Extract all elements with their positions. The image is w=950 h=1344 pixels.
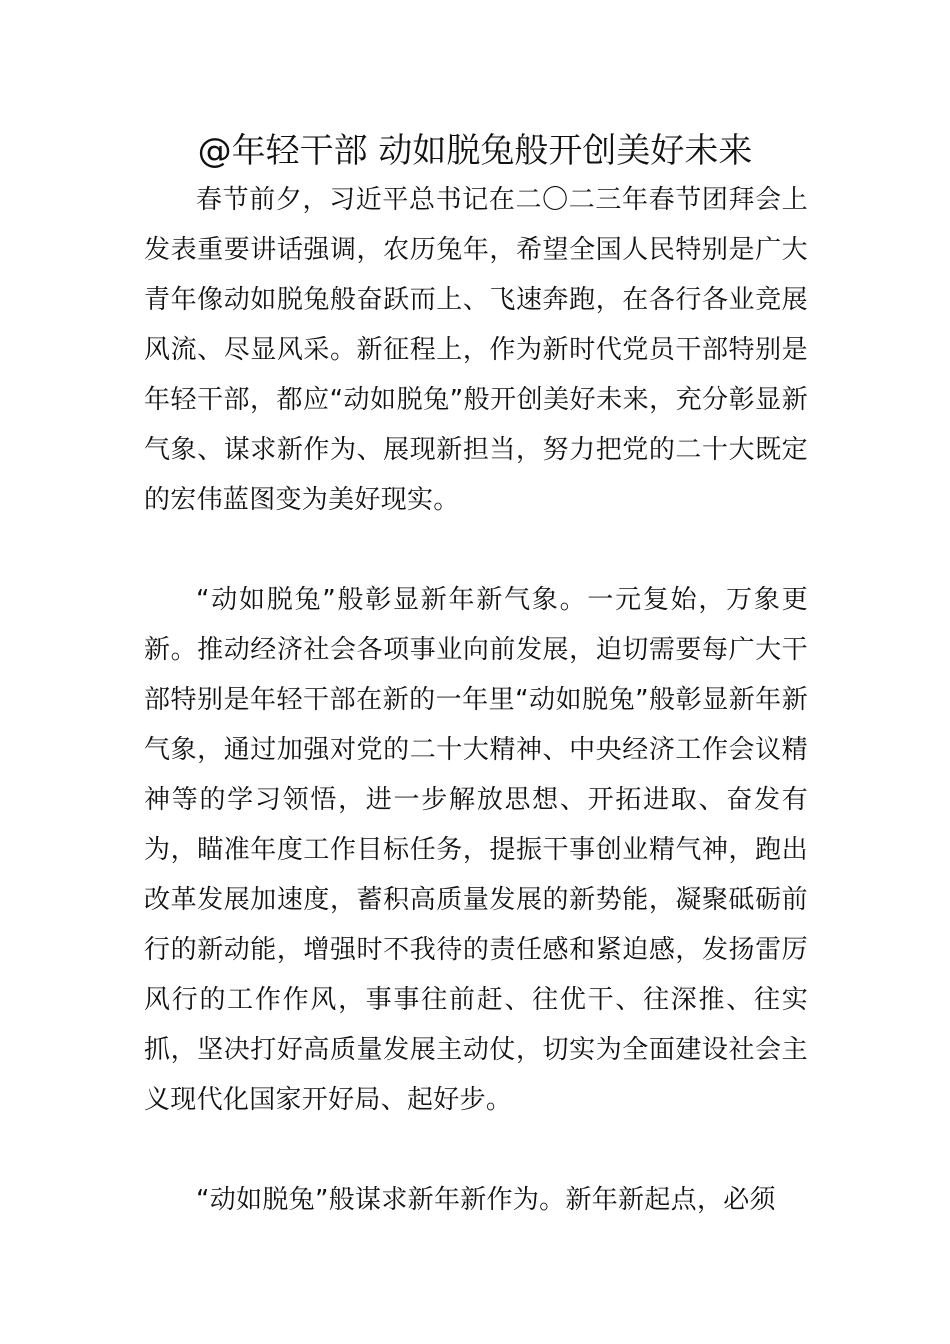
paragraph-new-achievements: “动如脱兔”般谋求新年新作为。新年新起点，必须 xyxy=(196,1185,776,1215)
document-title: @年轻干部 动如脱兔般开创美好未来 xyxy=(197,131,753,171)
paragraph-new-atmosphere: “动如脱兔”般彰显新年新气象。一元复始，万象更新。推动经济社会各项事业向前发展，迫切需要每广大干部特别是年轻干部在新的一年里“动如脱兔”般彰显新年新气象，通过加强对党的二十大精神、中央经济工作会议精神等的学习领悟，进一步解放思想、开拓进取、奋发有为，瞄准年度工作目标任务，提振干事创业精气神，跑出改革发展加速度，蓄积高质量发展的新势能，凝聚砥砺前行的新动能，增强时不我待的责任感和紧迫感，发扬雷厉风行的工作作风，事事往前赶、往优干、往深推、往实抓，坚决打好高质量发展主动仗，切实为全面建设社会主义现代化国家开好局、起好步。 xyxy=(144,585,808,1115)
paragraph-intro: 春节前夕，习近平总书记在二〇二三年春节团拜会上发表重要讲话强调，农历兔年，希望全国人民特别是广大青年像动如脱兔般奋跃而上、飞速奔跑，在各行各业竞展风流、尽显风采。新征程上，作为新时代党员干部特别是年轻干部，都应“动如脱兔”般开创美好未来，充分彰显新气象、谋求新作为、展现新担当，努力把党的二十大既定的宏伟蓝图变为美好现实。 xyxy=(144,185,808,515)
